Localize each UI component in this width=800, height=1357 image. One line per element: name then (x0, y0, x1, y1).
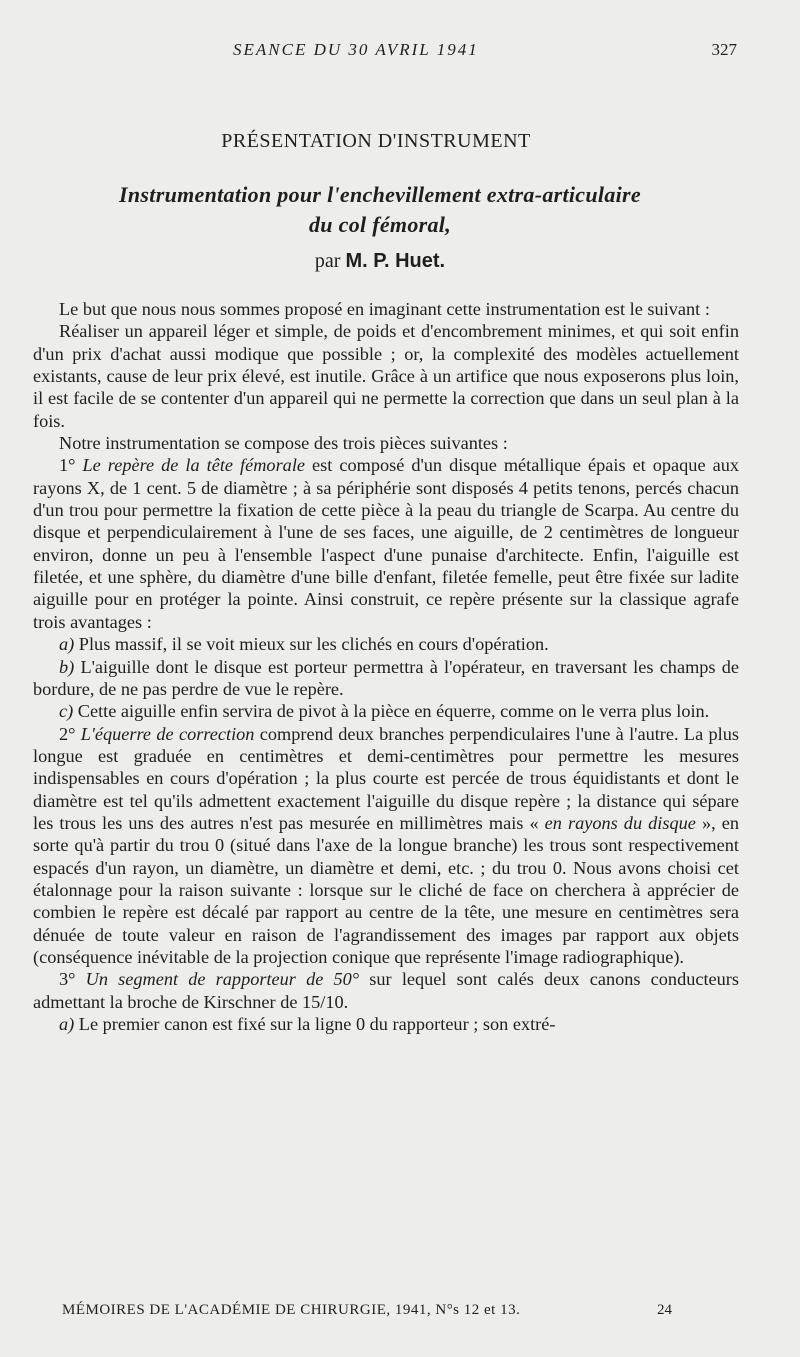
paragraph-advantage-c (33, 700, 739, 722)
paragraph-item-1 (33, 454, 739, 633)
paragraph-item-3a (33, 1013, 739, 1035)
list-text: Le premier canon est fixé sur la ligne 0 du rapporteur ; son extré- (74, 1014, 556, 1034)
item-text: », en sorte qu'à partir du trou 0 (situé dans l'axe de la longue branche) les trous sont respectivement espacés d'un rayon, un diamètre, un diamètre et demi, etc. ; du trou 0. Nous avons choisi cet étalonnage pour la raison suivante : lorsque sur le cliché de face on cherchera à apprécier de combien le repère est décalé par rapport au centre de la tête, une mesure en centimètres sera dénuée de toute valeur en raison de l'agrandissement des images par rapport aux objets (conséquence inévitable de la projection conique que représente l'image radiographique). (33, 812, 739, 967)
byline-prefix: par (314, 250, 341, 272)
item-text: est composé d'un disque métallique épais et opaque aux rayons X, de 1 cent. 5 de diamètre ; à sa périphérie sont disposés 4 petits tenons, percés chacun d'un trou pour permettre la fixation de cette pièce à la peau du triangle de Scarpa. Au centre du disque et perpendiculairement à l'une de ses faces, une aiguille, de 2 centimètres de longueur environ, donne un peu à l'ensemble l'aspect d'une punaise d'architecte. Enfin, l'aiguille est filetée, et une sphère, du diamètre d'une bille d'enfant, filetée femelle, peut être fixée sur ladite aiguille pour en protéger la pointe. Ainsi construit, ce repère présente sur la classique agrafe trois avantages : (33, 455, 739, 632)
section-title: PRÉSENTATION D'INSTRUMENT (221, 130, 531, 152)
list-text: Cette aiguille enfin servira de pivot à la pièce en équerre, comme on le verra plus loin. (73, 701, 710, 722)
list-marker: a) (59, 634, 75, 655)
item-heading: L'équerre de correction (80, 723, 255, 744)
paragraph-goal: Réaliser un appareil léger et simple, de poids et d'encombrement minimes, et qui soit enfin d'un prix d'achat aussi modique que possible ; or, la complexité des modèles actuellement existants, cause de leur prix élevé, est inutile. Grâce à un artifice que nous exposerons plus loin, il est facile de se contenter d'un appareil qui ne permette la correction que dans un seul plan à la fois. (33, 321, 739, 431)
running-head (0, 40, 800, 64)
item-number: 1° (59, 455, 83, 476)
article-title-line1: Instrumentation pour l'enchevillement extra-articulaire (119, 182, 641, 207)
page-footer (0, 1302, 800, 1324)
paragraph-item-3 (33, 968, 739, 1013)
article-title-line2: du col fémoral, (309, 212, 451, 237)
item-text: sur lequel sont calés deux canons conducteurs admettant la broche de Kirschner de 15/10. (33, 969, 740, 1012)
item-text: comprend deux branches perpendiculaires l'une à l'autre. La plus longue est graduée en centimètres et demi-centimètres pour permettre les mesures indispensables en cours d'opération ; la plus courte est percée de trous équidistants et dont le diamètre est tel qu'ils admettent exactement l'aiguille du disque repère ; la distance qui sépare les trous les uns des autres n'est pas mesurée en millimètres mais « (33, 723, 739, 833)
paragraph-advantage-b (33, 656, 739, 701)
byline-author: M. P. Huet. (345, 250, 446, 272)
item-emphasis: en rayons du disque (544, 812, 696, 833)
article-title (40, 180, 720, 240)
list-marker: b) (59, 656, 75, 677)
running-title: SEANCE DU 30 AVRIL 1941 (233, 40, 479, 59)
paragraph-intro: Le but que nous nous sommes proposé en imaginant cette instrumentation est le suivant : (59, 299, 710, 319)
item-number: 2° (59, 723, 81, 744)
paragraph-components: Notre instrumentation se compose des trois pièces suivantes : (59, 433, 508, 454)
list-marker: a) (59, 1014, 75, 1034)
article-body (33, 298, 739, 1035)
paragraph-item-2 (33, 723, 739, 969)
byline (0, 250, 760, 273)
list-text: L'aiguille dont le disque est porteur permettra à l'opérateur, en traversant les champs de bordure, de ne pas perdre de vue le repère. (33, 656, 739, 699)
paragraph-advantage-a (33, 633, 739, 655)
journal-citation: MÉMOIRES DE L'ACADÉMIE DE CHIRURGIE, 1941, N°s 12 et 13. (62, 1302, 521, 1318)
list-text: Plus massif, il se voit mieux sur les clichés en cours d'opération. (74, 634, 549, 655)
page-number: 327 (711, 40, 737, 59)
item-heading: Le repère de la tête fémorale (82, 455, 306, 476)
list-marker: c) (59, 701, 74, 722)
signature-mark: 24 (657, 1302, 672, 1318)
item-heading: Un segment de rapporteur de 50° (85, 969, 360, 990)
item-number: 3° (59, 969, 86, 990)
